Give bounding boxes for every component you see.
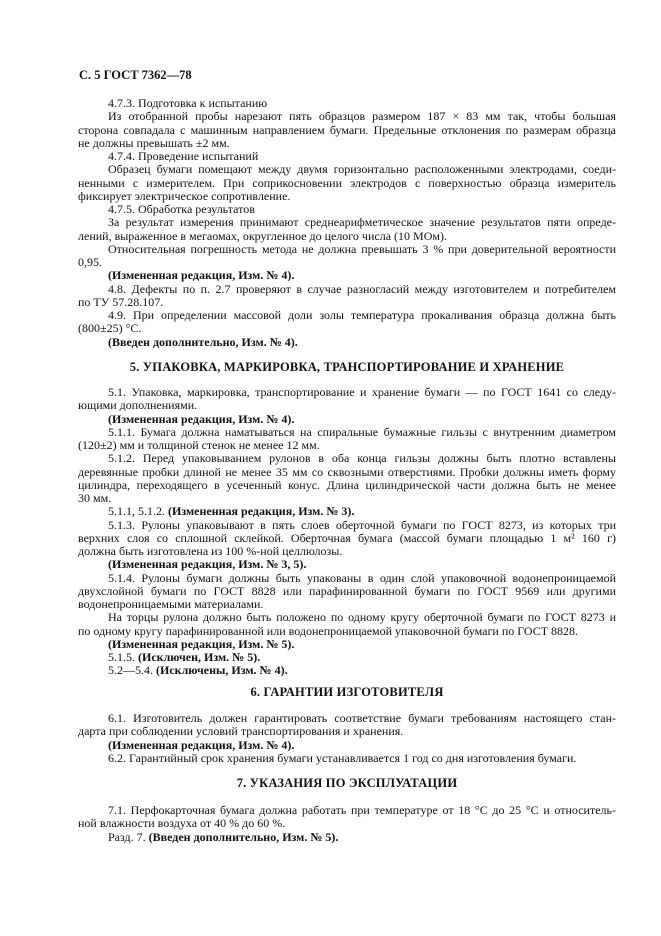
paragraph (78, 505, 616, 518)
line-text: Образец бумаги помещают между двумя горизонтально расположенными электродами, соеди- (108, 162, 616, 177)
paragraph (78, 804, 616, 831)
text-line (78, 336, 616, 349)
text-line (78, 163, 616, 176)
paragraph (78, 572, 616, 612)
section-heading: 7. УКАЗАНИЯ ПО ЭКСПЛУАТАЦИИ (236, 776, 458, 790)
text-line (78, 190, 616, 203)
amendment-note: (Измененная редакция, Изм. № 3, 5). (108, 557, 307, 572)
section-body (78, 804, 616, 844)
paragraph (78, 413, 616, 426)
line-text: по одному кругу парафинированной или водонепроницаемой упаковочной бумаги по ГОСТ 8828. (78, 623, 579, 638)
line-text: 6.1. Изготовитель должен гарантировать соответствие бумаги требованиям настоящего стан- (108, 711, 616, 725)
line-text: 5.1.1, 5.1.2. (108, 504, 168, 519)
text-line (78, 611, 616, 624)
paragraph (78, 336, 616, 349)
line-text: ненными с измерителем. При соприкосновении электродов с поверхностью образца измеритель (78, 175, 616, 190)
text-line (78, 664, 616, 677)
text-line (78, 725, 616, 738)
text-line (78, 177, 616, 190)
paragraph (78, 739, 616, 752)
text-line (78, 585, 616, 598)
line-text: 5.1.1. Бумага должна наматываться на спиральные бумажные гильзы с внутренним диаметром (108, 424, 616, 439)
text-line (78, 545, 616, 558)
line-text: цилиндра, переходящего в усеченный конус. Длина цилиндрической части должна быть не менее (78, 477, 616, 492)
line-text: 4.7.5. Обработка результатов (108, 202, 255, 216)
amendment-note: (Исключены, Изм. № 4). (156, 663, 288, 678)
line-text: 5.1.5. (108, 650, 138, 664)
section-body (78, 386, 616, 678)
text-line (78, 466, 616, 479)
section-heading: 5. УПАКОВКА, МАРКИРОВКА, ТРАНСПОРТИРОВАНИЕ И ХРАНЕНИЕ (129, 360, 565, 374)
amendment-note: (Измененная редакция, Изм. № 3). (168, 504, 355, 519)
line-text: 4.8. Дефекты по п. 2.7 проверяют в случае разногласий между изготовителем и потребителем (108, 281, 616, 296)
text-line (78, 558, 616, 571)
line-text: 5.1.2. Перед упаковыванием рулонов в оба конца гильзы должны быть плотно вставлены (108, 451, 616, 466)
text-line (78, 283, 616, 296)
line-text: 5.1.4. Рулоны бумаги должны быть упакованы в один слой упаковочной водонепроницаемой (108, 570, 616, 585)
line-text: деревянные пробки длиной не менее 35 мм со сквозными отверстиями. Пробки должны иметь форму (78, 464, 616, 479)
line-text: (120±2) мм и толщиной стенок не менее 12 мм. (78, 438, 320, 452)
line-text: двухслойной бумаги по ГОСТ 8828 или парафинированной бумаги по ГОСТ 9569 или другими (78, 583, 616, 598)
line-text: ной влажности воздуха от 40 % до 60 %. (78, 816, 286, 831)
line-text: Относительная погрешность метода не должна превышать 3 % при доверительной вероятности (108, 241, 616, 256)
amendment-note: (Введен дополнительно, Изм. № 5). (148, 829, 339, 844)
paragraph (78, 97, 616, 110)
paragraph (78, 638, 616, 651)
page-header: С. 5 ГОСТ 7362—78 (79, 68, 192, 82)
line-text: 5.1. Упаковка, маркировка, транспортирование и хранение бумаги — по ГОСТ 1641 со следу- (108, 385, 616, 399)
text-line (78, 831, 616, 844)
paragraph (78, 243, 616, 270)
paragraph (78, 664, 616, 677)
line-text: дарта при соблюдении условий транспортирования и хранения. (78, 724, 404, 739)
paragraph (78, 203, 616, 216)
text-line (78, 492, 616, 505)
line-text: 4.7.3. Подготовка к испытанию (108, 96, 268, 110)
text-line (78, 439, 616, 452)
line-text: 30 мм. (78, 491, 112, 505)
section-heading: 6. ГАРАНТИИ ИЗГОТОВИТЕЛЯ (250, 685, 444, 699)
text-line (78, 505, 616, 518)
paragraph (78, 309, 616, 336)
amendment-note: (Измененная редакция, Изм. № 4). (108, 268, 295, 283)
text-line (78, 110, 616, 123)
paragraph (78, 269, 616, 282)
line-text: Из отобранной пробы нарезают пять образцов размером 187 × 83 мм так, чтобы большая (108, 109, 616, 124)
section-body (78, 712, 616, 765)
text-line (78, 296, 616, 309)
line-text: Разд. 7. (108, 829, 149, 844)
text-line (78, 386, 616, 399)
text-line (78, 519, 616, 532)
line-text: фиксирует электрическое сопротивление. (78, 188, 291, 203)
amendment-note: (Измененная редакция, Изм. № 5). (108, 636, 295, 651)
line-text: не должны превышать ±2 мм. (78, 135, 230, 150)
amendment-note: (Исключен, Изм. № 5). (138, 650, 261, 664)
line-text: 0,95. (78, 255, 102, 269)
section-body (78, 97, 616, 349)
line-text: (800±25) °С. (78, 321, 142, 336)
text-line (78, 598, 616, 611)
line-text: За результат измерения принимают среднеарифметическое значение результатов пяти опреде- (108, 215, 616, 230)
text-line (78, 804, 616, 817)
paragraph (78, 831, 616, 844)
text-line (78, 216, 616, 229)
text-line (78, 625, 616, 638)
paragraph (78, 712, 616, 739)
line-text: лений, выраженное в мегаомах, округленное до целого числа (10 МОм). (78, 228, 447, 243)
paragraph (78, 519, 616, 559)
text-line (78, 426, 616, 439)
line-text: должна быть изготовлена из 100 %-ной целлюлозы. (78, 544, 343, 558)
text-line (78, 651, 616, 664)
paragraph (78, 452, 616, 505)
text-line (78, 638, 616, 651)
paragraph (78, 110, 616, 150)
paragraph (78, 150, 616, 163)
text-line (78, 572, 616, 585)
line-text: верхних слоя со сплошной склейкой. Оберточная бумага (массой бумаги площадью 1 м² 160 г) (78, 530, 616, 545)
text-line (78, 322, 616, 335)
text-line (78, 452, 616, 465)
line-text: водонепроницаемыми материалами. (78, 597, 264, 611)
line-text: сторона совпадала с машинным направлением бумаги. Предельные отклонения по размерам образца (78, 122, 616, 137)
text-line (78, 256, 616, 269)
amendment-note: (Измененная редакция, Изм. № 4). (108, 737, 295, 752)
paragraph (78, 163, 616, 203)
amendment-note: (Введен дополнительно, Изм. № 4). (108, 334, 298, 349)
line-text: 4.9. При определении массовой доли золы температура прокаливания образца должна быть (108, 308, 616, 322)
amendment-note: (Измененная редакция, Изм. № 4). (108, 411, 295, 426)
text-line (78, 399, 616, 412)
text-line (78, 137, 616, 150)
paragraph (78, 651, 616, 664)
line-text: На торцы рулона должно быть положено по одному кругу оберточной бумаги по ГОСТ 8273 и (108, 610, 616, 625)
line-text: по ТУ 57.28.107. (78, 294, 164, 309)
text-line (78, 309, 616, 322)
line-text: 7.1. Перфокарточная бумага должна работать при температуре от 18 °С до 25 °С и относитель- (108, 803, 616, 817)
paragraph (78, 283, 616, 310)
text-line (78, 269, 616, 282)
paragraph (78, 426, 616, 453)
text-line (78, 479, 616, 492)
paragraph (78, 386, 616, 413)
text-line (78, 203, 616, 216)
paragraph (78, 752, 616, 765)
line-text: 5.2—5.4. (108, 663, 156, 678)
text-line (78, 532, 616, 545)
text-line (78, 97, 616, 110)
text-line (78, 739, 616, 752)
paragraph (78, 558, 616, 571)
text-line (78, 230, 616, 243)
text-line (78, 752, 616, 765)
paragraph (78, 216, 616, 243)
text-line (78, 413, 616, 426)
line-text: 5.1.3. Рулоны упаковывают в пять слоев оберточной бумаги по ГОСТ 8273, из которых три (108, 517, 616, 532)
text-line (78, 243, 616, 256)
text-line (78, 712, 616, 725)
line-text: ющими дополнениями. (78, 398, 198, 413)
text-line (78, 124, 616, 137)
text-line (78, 150, 616, 163)
line-text: 4.7.4. Проведение испытаний (108, 149, 259, 163)
line-text: 6.2. Гарантийный срок хранения бумаги устанавливается 1 год со дня изготовления бумаги. (108, 750, 577, 765)
text-line (78, 817, 616, 830)
paragraph (78, 611, 616, 638)
